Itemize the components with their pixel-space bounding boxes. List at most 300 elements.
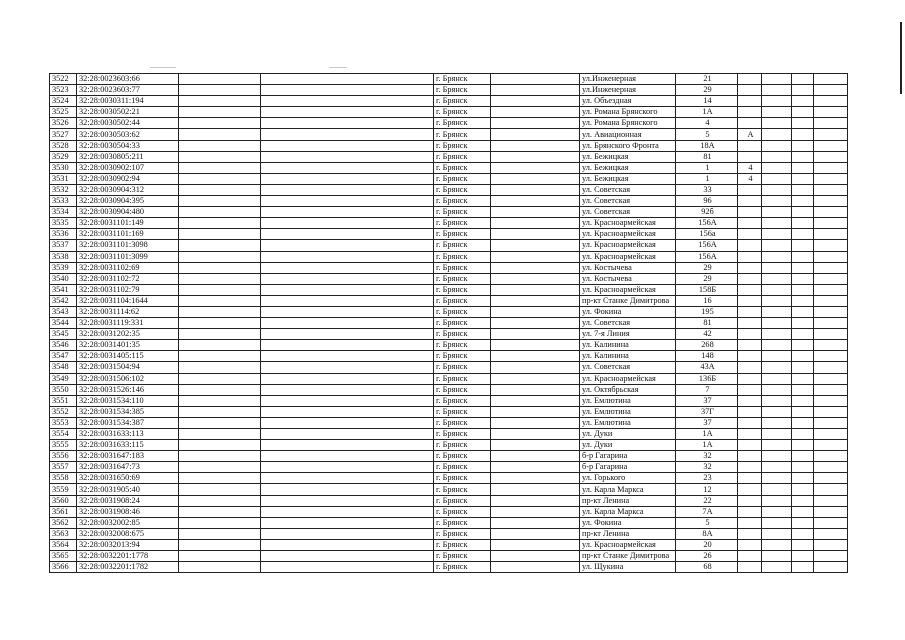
table-row: [50, 539, 848, 550]
cell-extra: [738, 473, 762, 484]
cell-blank-1: [179, 295, 261, 306]
cell-blank-5: [792, 207, 814, 218]
cell-row-no: 3547: [50, 351, 77, 362]
cell-cadastral-number: 32:28:0030904:312: [77, 184, 179, 195]
cell-street: ул. Калинина: [580, 340, 676, 351]
cell-street: ул. Советская: [580, 207, 676, 218]
scan-artifact-line: [329, 67, 347, 68]
cell-row-no: 3546: [50, 340, 77, 351]
cell-blank-1: [179, 196, 261, 207]
cell-row-no: 3560: [50, 495, 77, 506]
cell-extra: [738, 451, 762, 462]
cell-city: г. Брянск: [434, 473, 491, 484]
cell-blank-4: [762, 506, 792, 517]
cell-blank-5: [792, 196, 814, 207]
cell-house: 158Б: [676, 284, 738, 295]
cell-blank-2: [261, 173, 434, 184]
cell-blank-3: [491, 473, 580, 484]
table-row: [50, 551, 848, 562]
cell-row-no: 3554: [50, 429, 77, 440]
cell-blank-1: [179, 329, 261, 340]
cell-city: г. Брянск: [434, 262, 491, 273]
cell-blank-1: [179, 184, 261, 195]
cell-house: 23: [676, 473, 738, 484]
cell-city: г. Брянск: [434, 295, 491, 306]
cell-city: г. Брянск: [434, 440, 491, 451]
cell-city: г. Брянск: [434, 329, 491, 340]
cell-extra: 4: [738, 173, 762, 184]
cell-blank-4: [762, 162, 792, 173]
cell-blank-5: [792, 129, 814, 140]
table-row: [50, 196, 848, 207]
cell-blank-2: [261, 118, 434, 129]
cell-house: 4: [676, 118, 738, 129]
cell-blank-1: [179, 284, 261, 295]
table-row: [50, 151, 848, 162]
cell-blank-5: [792, 340, 814, 351]
cell-blank-6: [814, 506, 848, 517]
cell-street: ул. Романа Брянского: [580, 107, 676, 118]
cell-blank-4: [762, 184, 792, 195]
cell-cadastral-number: 32:28:0031101:169: [77, 229, 179, 240]
cell-blank-2: [261, 295, 434, 306]
cell-blank-3: [491, 417, 580, 428]
cell-blank-1: [179, 362, 261, 373]
cell-city: г. Брянск: [434, 129, 491, 140]
cell-blank-4: [762, 129, 792, 140]
cell-blank-6: [814, 306, 848, 317]
cell-blank-6: [814, 218, 848, 229]
cell-blank-6: [814, 340, 848, 351]
cell-street: пр-кт Ленина: [580, 495, 676, 506]
cell-blank-5: [792, 162, 814, 173]
cell-extra: [738, 551, 762, 562]
table-row: [50, 251, 848, 262]
cell-blank-4: [762, 306, 792, 317]
cell-house: 156а: [676, 229, 738, 240]
cell-blank-6: [814, 107, 848, 118]
cell-row-no: 3524: [50, 96, 77, 107]
cell-extra: [738, 506, 762, 517]
cell-city: г. Брянск: [434, 251, 491, 262]
cell-street: б-р Гагарина: [580, 451, 676, 462]
cell-blank-5: [792, 440, 814, 451]
cell-extra: [738, 318, 762, 329]
table-row: [50, 306, 848, 317]
cell-street: ул. Красноармейская: [580, 251, 676, 262]
registry-body: [50, 74, 848, 573]
cell-house: 21: [676, 74, 738, 85]
cell-street: ул. Октябрьская: [580, 384, 676, 395]
cell-blank-6: [814, 173, 848, 184]
cell-cadastral-number: 32:28:0031202:35: [77, 329, 179, 340]
cell-extra: [738, 340, 762, 351]
cell-blank-6: [814, 329, 848, 340]
cell-house: 7А: [676, 506, 738, 517]
cell-cadastral-number: 32:28:0032008:675: [77, 528, 179, 539]
cell-street: пр-кт Станке Димитрова: [580, 551, 676, 562]
cell-extra: [738, 118, 762, 129]
cell-blank-4: [762, 240, 792, 251]
table-row: [50, 484, 848, 495]
cell-street: ул. Карла Маркса: [580, 506, 676, 517]
cell-blank-3: [491, 96, 580, 107]
cell-blank-2: [261, 539, 434, 550]
cell-blank-3: [491, 196, 580, 207]
scan-artifact-line: [150, 67, 176, 68]
cell-cadastral-number: 32:28:0031908:46: [77, 506, 179, 517]
cell-extra: [738, 229, 762, 240]
cell-blank-2: [261, 196, 434, 207]
cell-blank-1: [179, 162, 261, 173]
cell-blank-1: [179, 351, 261, 362]
cell-blank-2: [261, 96, 434, 107]
cell-cadastral-number: 32:28:0031633:113: [77, 429, 179, 440]
cell-blank-6: [814, 262, 848, 273]
cell-row-no: 3531: [50, 173, 77, 184]
cell-city: г. Брянск: [434, 495, 491, 506]
table-row: [50, 329, 848, 340]
cell-blank-2: [261, 207, 434, 218]
cell-blank-2: [261, 462, 434, 473]
cell-blank-3: [491, 395, 580, 406]
cell-blank-3: [491, 273, 580, 284]
cell-blank-2: [261, 406, 434, 417]
cell-blank-5: [792, 484, 814, 495]
cell-blank-6: [814, 539, 848, 550]
cell-blank-3: [491, 229, 580, 240]
cell-house: 1А: [676, 429, 738, 440]
cell-extra: [738, 74, 762, 85]
cell-city: г. Брянск: [434, 229, 491, 240]
cell-blank-4: [762, 218, 792, 229]
cell-blank-4: [762, 462, 792, 473]
cell-cadastral-number: 32:28:0031101:3098: [77, 240, 179, 251]
cell-city: г. Брянск: [434, 151, 491, 162]
cell-blank-2: [261, 451, 434, 462]
cell-cadastral-number: 32:28:0032002:85: [77, 517, 179, 528]
table-row: [50, 406, 848, 417]
cell-row-no: 3532: [50, 184, 77, 195]
cell-house: 22: [676, 495, 738, 506]
cell-cadastral-number: 32:28:0030902:94: [77, 173, 179, 184]
cell-blank-4: [762, 528, 792, 539]
cell-blank-4: [762, 340, 792, 351]
cell-blank-6: [814, 207, 848, 218]
cell-blank-3: [491, 295, 580, 306]
cell-blank-2: [261, 129, 434, 140]
table-row: [50, 362, 848, 373]
cell-cadastral-number: 32:28:0032201:1782: [77, 562, 179, 573]
cell-city: г. Брянск: [434, 384, 491, 395]
cell-city: г. Брянск: [434, 340, 491, 351]
cell-blank-2: [261, 417, 434, 428]
cell-blank-4: [762, 74, 792, 85]
cell-row-no: 3528: [50, 140, 77, 151]
cell-blank-5: [792, 429, 814, 440]
cell-blank-5: [792, 384, 814, 395]
cell-row-no: 3540: [50, 273, 77, 284]
cell-blank-6: [814, 551, 848, 562]
cell-cadastral-number: 32:28:0031633:115: [77, 440, 179, 451]
cell-blank-6: [814, 229, 848, 240]
cell-blank-4: [762, 173, 792, 184]
cell-blank-1: [179, 229, 261, 240]
table-row: [50, 184, 848, 195]
cell-house: 92б: [676, 207, 738, 218]
cell-house: 37: [676, 417, 738, 428]
cell-row-no: 3564: [50, 539, 77, 550]
table-row: [50, 384, 848, 395]
cell-blank-5: [792, 151, 814, 162]
cell-street: ул. Фокина: [580, 517, 676, 528]
cell-house: 16: [676, 295, 738, 306]
cell-street: ул. Объездная: [580, 96, 676, 107]
cell-blank-5: [792, 107, 814, 118]
cell-street: ул. Фокина: [580, 306, 676, 317]
cell-blank-5: [792, 406, 814, 417]
table-row: [50, 284, 848, 295]
cell-row-no: 3565: [50, 551, 77, 562]
cell-blank-6: [814, 440, 848, 451]
cell-blank-1: [179, 440, 261, 451]
scan-edge-mark: [900, 22, 902, 94]
cell-blank-3: [491, 340, 580, 351]
cell-street: пр-кт Станке Димитрова: [580, 295, 676, 306]
cell-blank-5: [792, 306, 814, 317]
cell-blank-2: [261, 306, 434, 317]
cell-blank-1: [179, 417, 261, 428]
cell-blank-2: [261, 284, 434, 295]
cell-row-no: 3543: [50, 306, 77, 317]
cell-cadastral-number: 32:28:0030504:33: [77, 140, 179, 151]
cell-row-no: 3553: [50, 417, 77, 428]
cell-blank-2: [261, 384, 434, 395]
cell-blank-2: [261, 162, 434, 173]
cell-blank-1: [179, 140, 261, 151]
cell-blank-2: [261, 562, 434, 573]
cell-city: г. Брянск: [434, 562, 491, 573]
cell-row-no: 3534: [50, 207, 77, 218]
cell-blank-1: [179, 551, 261, 562]
cell-cadastral-number: 32:28:0031102:79: [77, 284, 179, 295]
cell-cadastral-number: 32:28:0031101:149: [77, 218, 179, 229]
cell-row-no: 3545: [50, 329, 77, 340]
cell-blank-3: [491, 240, 580, 251]
cell-blank-6: [814, 351, 848, 362]
cell-row-no: 3529: [50, 151, 77, 162]
cell-city: г. Брянск: [434, 207, 491, 218]
cell-blank-6: [814, 384, 848, 395]
cell-blank-2: [261, 395, 434, 406]
cell-city: г. Брянск: [434, 517, 491, 528]
cell-blank-1: [179, 395, 261, 406]
cell-blank-4: [762, 562, 792, 573]
table-row: [50, 229, 848, 240]
cell-cadastral-number: 32:28:0031114:62: [77, 306, 179, 317]
cell-city: г. Брянск: [434, 162, 491, 173]
cell-row-no: 3559: [50, 484, 77, 495]
cell-city: г. Брянск: [434, 451, 491, 462]
cell-blank-1: [179, 273, 261, 284]
cell-cadastral-number: 32:28:0032201:1778: [77, 551, 179, 562]
cell-blank-4: [762, 473, 792, 484]
cell-blank-1: [179, 207, 261, 218]
table-row: [50, 506, 848, 517]
cell-blank-4: [762, 362, 792, 373]
table-row: [50, 440, 848, 451]
cell-blank-5: [792, 85, 814, 96]
cell-cadastral-number: 32:28:0031650:69: [77, 473, 179, 484]
cell-extra: [738, 273, 762, 284]
cell-city: г. Брянск: [434, 362, 491, 373]
cell-blank-2: [261, 362, 434, 373]
cell-blank-6: [814, 273, 848, 284]
cell-row-no: 3535: [50, 218, 77, 229]
cell-row-no: 3523: [50, 85, 77, 96]
cell-blank-3: [491, 318, 580, 329]
cell-extra: [738, 539, 762, 550]
cell-blank-4: [762, 406, 792, 417]
table-row: [50, 273, 848, 284]
cell-city: г. Брянск: [434, 462, 491, 473]
cell-cadastral-number: 32:28:0030503:62: [77, 129, 179, 140]
cell-blank-1: [179, 129, 261, 140]
cell-street: ул. Дуки: [580, 429, 676, 440]
cell-street: ул. Бежицкая: [580, 162, 676, 173]
cell-blank-1: [179, 173, 261, 184]
cell-house: 1А: [676, 440, 738, 451]
cell-house: 96: [676, 196, 738, 207]
cell-blank-3: [491, 162, 580, 173]
cell-house: 1А: [676, 107, 738, 118]
cell-blank-6: [814, 528, 848, 539]
cell-row-no: 3551: [50, 395, 77, 406]
cell-row-no: 3525: [50, 107, 77, 118]
cell-house: 37Г: [676, 406, 738, 417]
cell-blank-5: [792, 229, 814, 240]
cell-city: г. Брянск: [434, 184, 491, 195]
cell-blank-1: [179, 85, 261, 96]
table-row: [50, 96, 848, 107]
cell-street: ул. Костычева: [580, 262, 676, 273]
cell-house: 81: [676, 151, 738, 162]
cell-blank-2: [261, 107, 434, 118]
cell-street: ул. Советская: [580, 318, 676, 329]
cell-blank-1: [179, 462, 261, 473]
cell-extra: [738, 484, 762, 495]
cell-city: г. Брянск: [434, 107, 491, 118]
cell-row-no: 3539: [50, 262, 77, 273]
cell-blank-6: [814, 251, 848, 262]
registry-table: [49, 73, 848, 573]
cell-cadastral-number: 32:28:0030904:395: [77, 196, 179, 207]
cell-street: ул. Советская: [580, 184, 676, 195]
cell-blank-1: [179, 495, 261, 506]
cell-blank-6: [814, 74, 848, 85]
cell-cadastral-number: 32:28:0031908:24: [77, 495, 179, 506]
table-row: [50, 517, 848, 528]
cell-extra: [738, 196, 762, 207]
table-row: [50, 85, 848, 96]
cell-blank-5: [792, 262, 814, 273]
cell-blank-2: [261, 218, 434, 229]
cell-blank-3: [491, 262, 580, 273]
cell-row-no: 3538: [50, 251, 77, 262]
cell-blank-4: [762, 295, 792, 306]
cell-blank-6: [814, 184, 848, 195]
cell-cadastral-number: 32:28:0030902:107: [77, 162, 179, 173]
cell-street: б-р Гагарина: [580, 462, 676, 473]
cell-row-no: 3549: [50, 373, 77, 384]
cell-city: г. Брянск: [434, 506, 491, 517]
cell-extra: [738, 240, 762, 251]
cell-extra: [738, 107, 762, 118]
cell-row-no: 3557: [50, 462, 77, 473]
cell-blank-5: [792, 351, 814, 362]
cell-blank-5: [792, 273, 814, 284]
cell-blank-3: [491, 218, 580, 229]
cell-extra: [738, 440, 762, 451]
cell-city: г. Брянск: [434, 406, 491, 417]
cell-blank-6: [814, 318, 848, 329]
cell-blank-6: [814, 362, 848, 373]
cell-blank-3: [491, 107, 580, 118]
cell-street: ул. Брянского Фронта: [580, 140, 676, 151]
cell-extra: [738, 462, 762, 473]
cell-blank-6: [814, 240, 848, 251]
cell-street: ул.Инженерная: [580, 85, 676, 96]
cell-blank-5: [792, 506, 814, 517]
cell-row-no: 3556: [50, 451, 77, 462]
table-row: [50, 262, 848, 273]
table-row: [50, 295, 848, 306]
cell-blank-4: [762, 273, 792, 284]
table-row: [50, 218, 848, 229]
cell-row-no: 3542: [50, 295, 77, 306]
cell-cadastral-number: 32:28:0031102:72: [77, 273, 179, 284]
cell-blank-1: [179, 306, 261, 317]
cell-blank-3: [491, 440, 580, 451]
cell-blank-6: [814, 473, 848, 484]
table-row: [50, 107, 848, 118]
cell-extra: [738, 184, 762, 195]
cell-extra: [738, 140, 762, 151]
cell-blank-3: [491, 129, 580, 140]
cell-city: г. Брянск: [434, 118, 491, 129]
cell-city: г. Брянск: [434, 528, 491, 539]
cell-street: ул. Красноармейская: [580, 373, 676, 384]
cell-blank-3: [491, 551, 580, 562]
cell-city: г. Брянск: [434, 395, 491, 406]
cell-house: 26: [676, 551, 738, 562]
cell-house: 37: [676, 395, 738, 406]
cell-street: ул. Советская: [580, 196, 676, 207]
cell-blank-4: [762, 417, 792, 428]
cell-blank-2: [261, 551, 434, 562]
cell-blank-1: [179, 96, 261, 107]
cell-blank-4: [762, 85, 792, 96]
cell-row-no: 3561: [50, 506, 77, 517]
cell-cadastral-number: 32:28:0031504:94: [77, 362, 179, 373]
cell-extra: [738, 207, 762, 218]
cell-row-no: 3541: [50, 284, 77, 295]
cell-house: 20: [676, 539, 738, 550]
table-row: [50, 473, 848, 484]
cell-cadastral-number: 32:28:0030502:44: [77, 118, 179, 129]
cell-cadastral-number: 32:28:0031104:1644: [77, 295, 179, 306]
cell-house: 29: [676, 85, 738, 96]
